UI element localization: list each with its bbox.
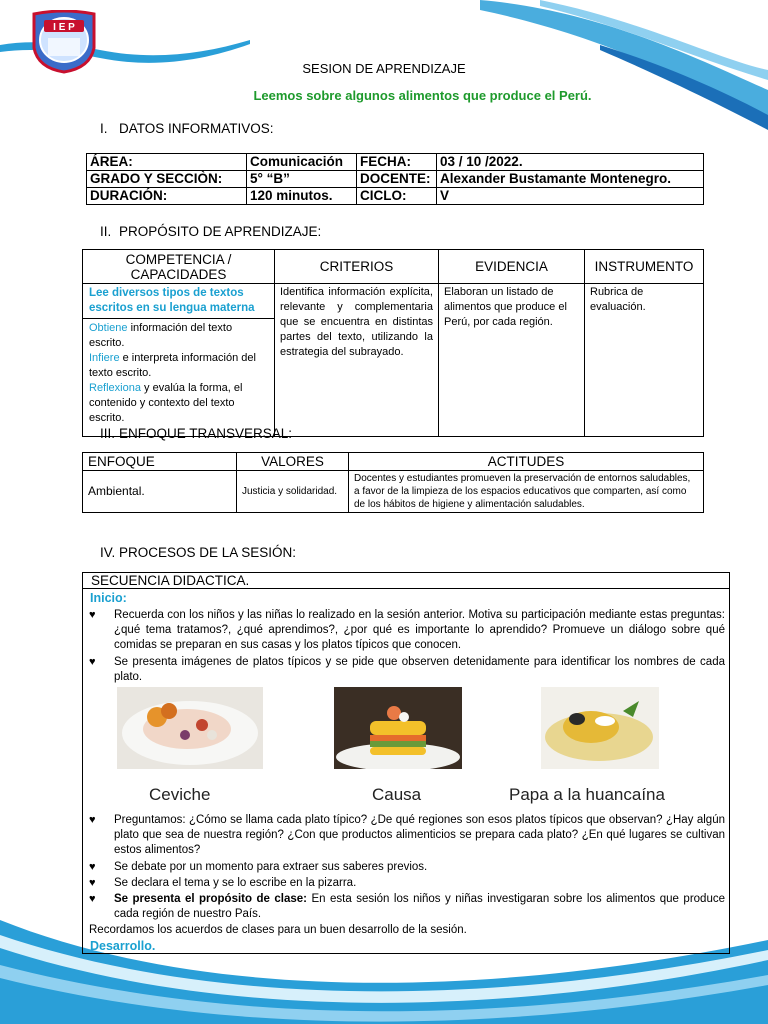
inicio-label: Inicio: (90, 591, 127, 605)
header-actitudes: ACTITUDES (349, 453, 704, 471)
page-title: SESION DE APRENDIZAJE (302, 61, 466, 76)
area-value: Comunicación (247, 154, 357, 171)
enfoque-value: Ambiental. (83, 471, 237, 513)
list-item: ♥ Preguntamos: ¿Cómo se llama cada plato típico? ¿De qué regiones son esos platos típicos que observan? ¿Hay algún plato que sea de nuestra región? ¿Con que productos alimenticios se prepara cada plato? ¿En qué lugares se cultivan estos alimentos? (89, 814, 725, 856)
header-criterios: CRITERIOS (275, 250, 439, 284)
heart-bullet-icon: ♥ (89, 814, 96, 826)
table-row (83, 284, 704, 437)
table-row (87, 188, 704, 205)
ciclo-value: V (437, 188, 704, 205)
dish-caption-ceviche: Ceviche (149, 785, 211, 804)
page-subtitle: Leemos sobre algunos alimentos que produce el Perú. (253, 88, 592, 103)
duracion-label: DURACIÓN: (87, 188, 247, 205)
list-item: ♥ Se declara el tema y se lo escribe en la pizarra. (89, 877, 357, 889)
instrumento-text: Rubrica de evaluación. (585, 284, 704, 437)
docente-label: DOCENTE: (357, 171, 437, 188)
ceviche-image (117, 687, 263, 769)
table-header-row (83, 250, 704, 284)
secuencia-header: SECUENCIA DIDACTICA. (83, 573, 729, 589)
actitudes-value: Docentes y estudiantes promueven la preservación de entornos saludables, a favor de la limpieza de los espacios educativos que comparten, así como de los hábitos de higiene y alimentación saludables. (349, 471, 704, 513)
list-item: ♥ Se presenta el propósito de clase: En esta sesión los niños y niñas investigaran sobre los alimentos que produce cada región de nuestro País. (89, 893, 725, 920)
list-item: ♥ Recuerda con los niños y las niñas lo realizado en la sesión anterior. Motiva su participación mediante estas preguntas: ¿qué tema tratamos?, ¿qué aprendimos?, ¿por qué es importante lo aprendido? Promueve un diálogo sobre qué comidas se preparan en sus casas y los platos típicos que conocen. (89, 609, 725, 651)
heart-bullet-icon: ♥ (89, 656, 96, 668)
list-item: ♥ Se presenta imágenes de platos típicos y se pide que observen detenidamente para identificar los nombres de cada plato. (89, 656, 725, 683)
logo-text: I E P (53, 22, 75, 33)
list-item: ♥ Se debate por un momento para extraer sus saberes previos. (89, 861, 428, 873)
grado-value: 5° “B” (247, 171, 357, 188)
causa-image (334, 687, 462, 769)
criterios-text: Identifica información explícita, relevante y complementaria que se encuentra en distintas partes del texto, utilizando la estrategia del subrayado. (275, 284, 439, 437)
dish-caption-causa: Causa (372, 785, 422, 804)
papa-huancaina-image (541, 687, 659, 769)
competencia-text: Lee diversos tipos de textos escritos en su lengua materna (83, 284, 274, 319)
heart-bullet-icon: ♥ (89, 893, 96, 905)
enfoque-table (82, 452, 704, 513)
area-label: ÁREA: (87, 154, 247, 171)
table-row (83, 471, 704, 513)
closing-text: Recordamos los acuerdos de clases para un buen desarrollo de la sesión. (89, 924, 467, 936)
valores-value: Justicia y solidaridad. (237, 471, 349, 513)
grado-label: GRADO Y SECCIÒN: (87, 171, 247, 188)
dish-caption-papa-huancaina: Papa a la huancaína (509, 785, 665, 804)
ciclo-label: CICLO: (357, 188, 437, 205)
evidencia-text: Elaboran un listado de alimentos que produce el Perú, por cada región. (439, 284, 585, 437)
header-evidencia: EVIDENCIA (439, 250, 585, 284)
proposito-table (82, 249, 704, 437)
fecha-value: 03 / 10 /2022. (437, 154, 704, 171)
fecha-label: FECHA: (357, 154, 437, 171)
header-instrumento: INSTRUMENTO (585, 250, 704, 284)
docente-value: Alexander Bustamante Montenegro. (437, 171, 704, 188)
section-heading-procesos: IV. PROCESOS DE LA SESIÓN: (100, 545, 297, 560)
table-row (87, 154, 704, 171)
heart-bullet-icon: ♥ (89, 877, 96, 889)
header-competencia: COMPETENCIA / CAPACIDADES (83, 250, 275, 284)
desarrollo-label: Desarrollo. (90, 939, 156, 953)
capacidades-list: Obtiene información del texto escrito. Infiere e interpreta información del texto escrito. Reflexiona y evalúa la forma, el contenido y contexto del texto escrito. (89, 322, 256, 424)
section-heading-proposito: II. PROPÓSITO DE APRENDIZAJE: (100, 224, 322, 239)
section-heading-datos: I. DATOS INFORMATIVOS: (100, 121, 274, 136)
table-row (87, 171, 704, 188)
datos-informativos-table (86, 153, 704, 205)
header-enfoque: ENFOQUE (83, 453, 237, 471)
header-valores: VALORES (237, 453, 349, 471)
section-heading-enfoque: III. ENFOQUE TRANSVERSAL: (100, 426, 293, 441)
duracion-value: 120 minutos. (247, 188, 357, 205)
table-header-row (83, 453, 704, 471)
procesos-box (82, 572, 730, 954)
heart-bullet-icon: ♥ (89, 609, 96, 621)
heart-bullet-icon: ♥ (89, 861, 96, 873)
